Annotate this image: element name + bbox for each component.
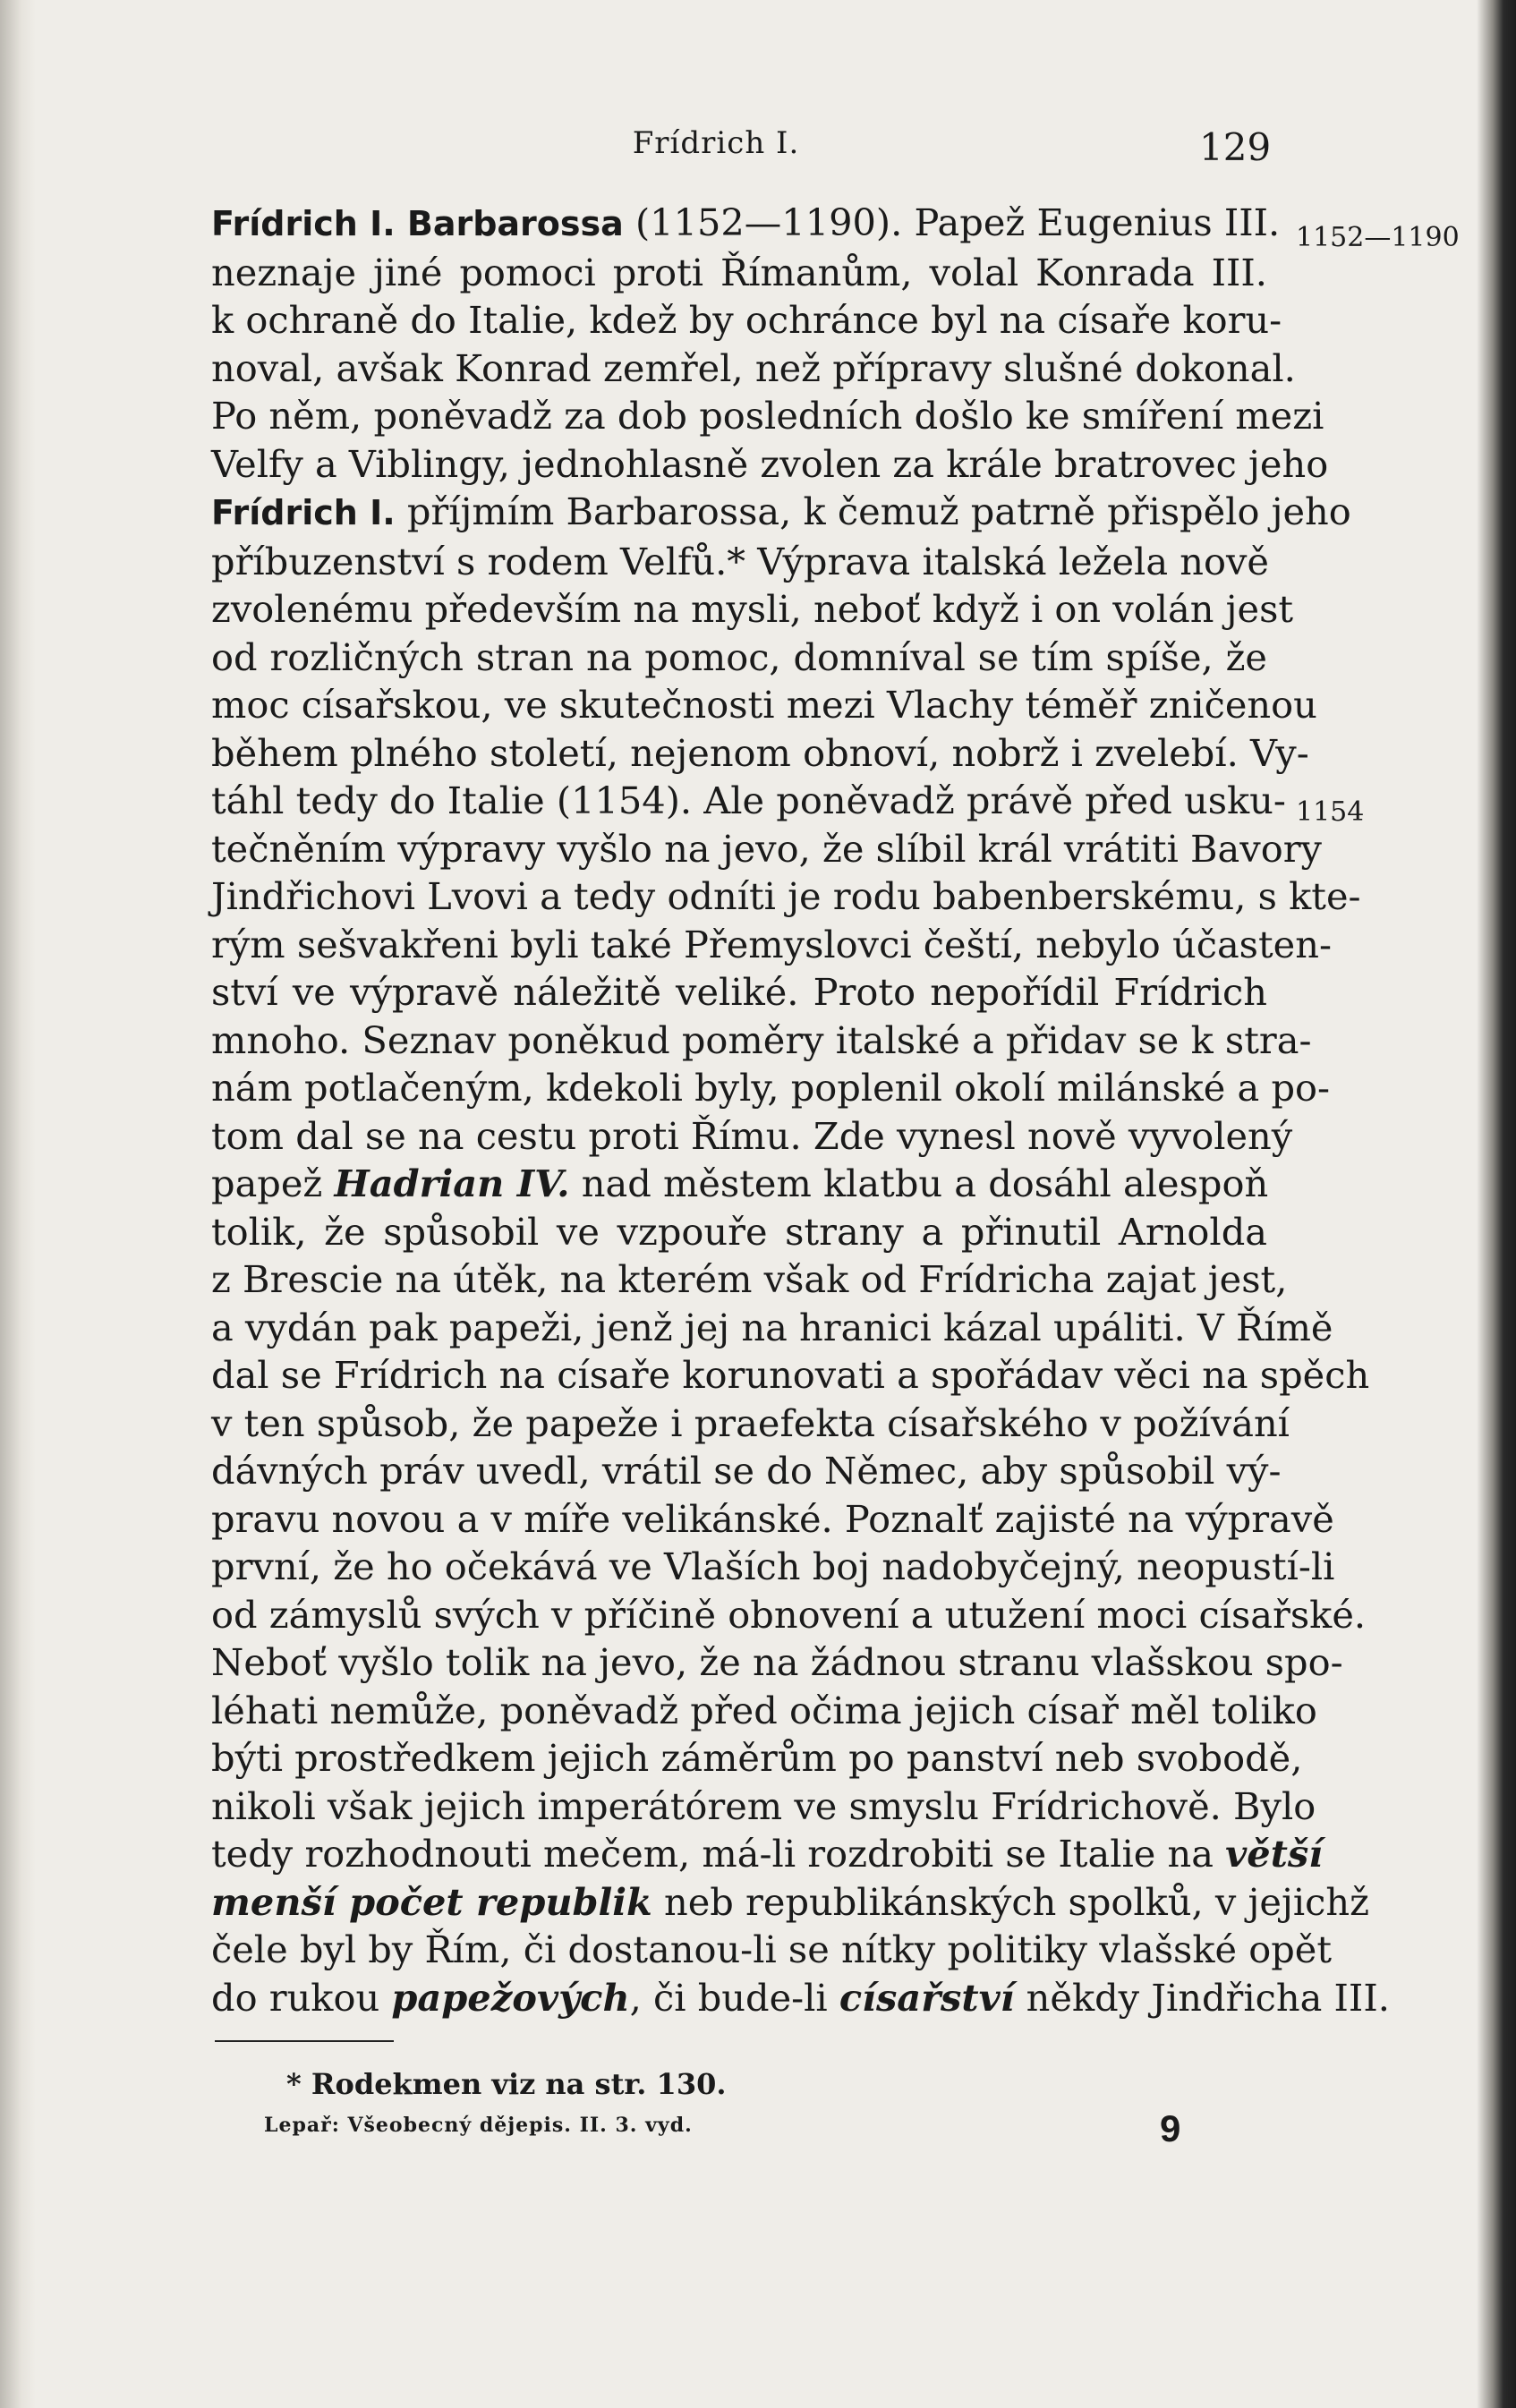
emphasized-name: Frídrich I. (211, 493, 396, 532)
margin-date-reign: 1152—1190 (1296, 222, 1460, 253)
text-line: rým sešvakřeni byli také Přemyslovci čeští, nebylo účasten- (211, 922, 1332, 966)
text-line: býti prostředkem jejich záměrům po panství neb svobodě, (211, 1736, 1303, 1780)
heading-name: Frídrich I. Barbarossa (211, 204, 624, 243)
text-line: během plného století, nejenom obnoví, nobrž i zvelebí. Vy- (211, 730, 1309, 775)
text-line: do rukou papežových, či bude-li císařství někdy Jindřicha III. (211, 1975, 1390, 2020)
main-paragraph (211, 199, 1390, 2021)
text-line: menší počet republik neb republikánských spolků, v jejichž (211, 1879, 1369, 1924)
text-line: noval, avšak Konrad zemřel, než přípravy slušné dokonal. (211, 345, 1296, 390)
running-title: Frídrich I. (632, 125, 800, 161)
text-line: Frídrich I. příjmím Barbarossa, k čemuž patrně přispělo jeho (211, 489, 1351, 533)
margin-date-expedition: 1154 (1296, 796, 1365, 828)
text-line: tečněním výpravy vyšlo na jevo, že slíbil král vrátiti Bavory (211, 826, 1322, 871)
text-line: Frídrich I. Barbarossa (1152—1190). Papež Eugenius III. (211, 200, 1281, 244)
text-line: Po něm, poněvadž za dob posledních došlo ke smíření mezi (211, 394, 1324, 438)
page-number: 129 (1199, 125, 1272, 169)
text-line: Jindřichovi Lvovi a tedy odníti je rodu babenberskému, s kte- (211, 874, 1361, 918)
text-line: tom dal se na cestu proti Římu. Zde vynesl nově vyvolený (211, 1113, 1293, 1158)
text-line: v ten spůsob, že papeže i praefekta císařského v požívání (211, 1400, 1290, 1445)
text-line: léhati nemůže, poněvadž před očima jejich císař měl toliko (211, 1688, 1317, 1732)
text-line: neznaje jiné pomoci proti Římanům, volal Konrada III. (211, 250, 1267, 294)
text-line: a vydán pak papeži, jenž jej na hranici kázal upáliti. V Římě (211, 1305, 1333, 1349)
text-line: dávných práv uvedl, vrátil se do Němec, aby spůsobil vý- (211, 1449, 1282, 1493)
text-line: tolik, že spůsobil ve vzpouře strany a přinutil Arnolda (211, 1209, 1267, 1254)
italic-word: papežových (391, 1975, 630, 2020)
text-line: Neboť vyšlo tolik na jevo, že na žádnou stranu vlašskou spo- (211, 1640, 1343, 1684)
text-line: ství ve výpravě náležitě veliké. Proto nepořídil Frídrich (211, 970, 1267, 1014)
text-line: od rozličných stran na pomoc, domníval se tím spíše, že (211, 634, 1267, 679)
text-line: první, že ho očekává ve Vlaších boj nadobyčejný, neopustí-li (211, 1544, 1335, 1588)
text-line: čele byl by Řím, či dostanou-li se nítky politiky vlašské opět (211, 1927, 1333, 1971)
text-line: papež Hadrian IV. nad městem klatbu a dosáhl alespoň (211, 1161, 1269, 1205)
text-line: mnoho. Seznav poněkud poměry italské a přidav se k stra- (211, 1017, 1312, 1062)
text-line: k ochraně do Italie, kdež by ochránce byl na císaře koru- (211, 298, 1282, 342)
text-line: tedy rozhodnouti mečem, má-li rozdrobiti se Italie na větší (211, 1832, 1323, 1876)
text-line: příbuzenství s rodem Velfů.* Výprava italská ležela nově (211, 539, 1269, 583)
text-line: dal se Frídrich na císaře korunovati a spořádav věci na spěch (211, 1353, 1370, 1397)
italic-phrase: větší (1225, 1832, 1323, 1876)
italic-name: Hadrian IV. (334, 1161, 570, 1205)
footnote: * Rodekmen viz na str. 130. (286, 2067, 727, 2101)
scan-shadow-left (0, 0, 36, 2408)
text-line: pravu novou a v míře velikánské. Poznalť zajisté na výpravě (211, 1496, 1334, 1541)
scan-shadow-right (1477, 0, 1516, 2408)
text-line: zvolenému především na mysli, neboť když i on volán jest (211, 587, 1294, 631)
text-line: od zámyslů svých v příčině obnovení a utužení moci císařské. (211, 1592, 1367, 1637)
sheet-number: 9 (1160, 2107, 1181, 2149)
printer-signature: Lepař: Všeobecný dějepis. II. 3. vyd. (264, 2114, 693, 2137)
italic-phrase: menší počet republik (211, 1879, 652, 1924)
text-line: nikoli však jejich imperátórem ve smyslu Frídrichově. Bylo (211, 1783, 1316, 1828)
text-line: Velfy a Viblingy, jednohlasně zvolen za krále bratrovec jeho (211, 441, 1329, 486)
footnote-divider (215, 2040, 394, 2042)
italic-word: císařství (839, 1975, 1015, 2020)
text-line: táhl tedy do Italie (1154). Ale poněvadž právě před usku- (211, 779, 1286, 822)
text-line: nám potlačeným, kdekoli byly, poplenil okolí milánské a po- (211, 1066, 1331, 1110)
text-line: z Brescie na útěk, na kterém však od Frídricha zajat jest, (211, 1257, 1288, 1301)
text-line: moc císařskou, ve skutečnosti mezi Vlachy téměř zničenou (211, 683, 1317, 727)
